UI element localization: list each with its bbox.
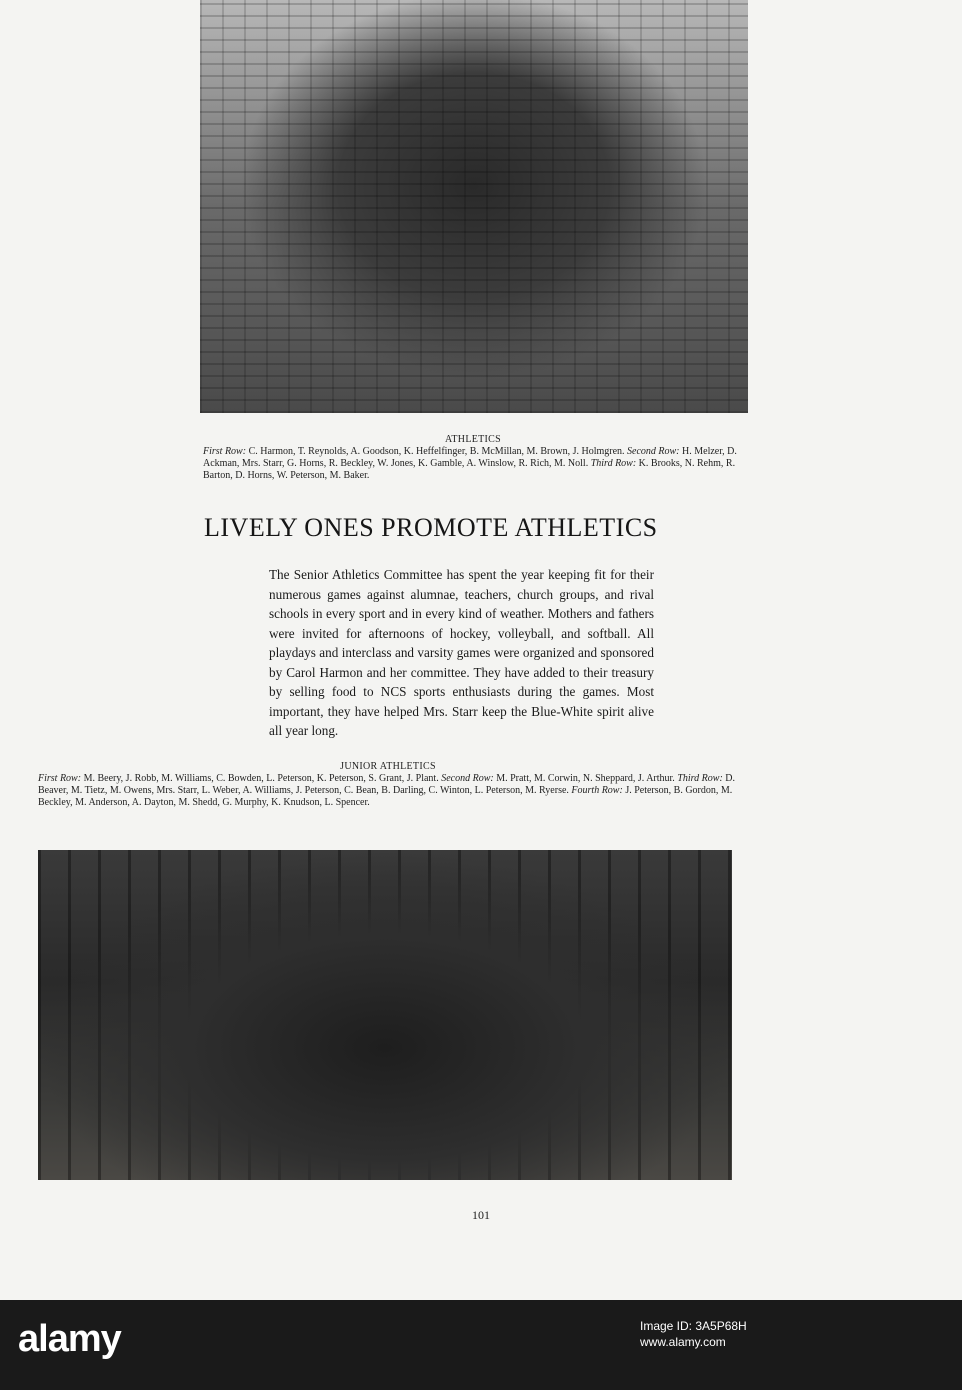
watermark-image-id: Image ID: 3A5P68H — [640, 1319, 747, 1333]
second-row-names: H. Melzer, D. Ackman, Mrs. Starr, G. Horns, R. Beckley, W. Jones, K. Gamble, A. Winslow, R. Rich, M. Noll. — [203, 446, 737, 469]
junior-third-row-names: D. Beaver, M. Tietz, M. Owens, Mrs. Starr, L. Weber, A. Williams, J. Peterson, C. Bean, B. Darling, C. Winton, L. Peterson, M. Ryerse. — [38, 773, 736, 796]
junior-first-row-label: First Row: — [38, 773, 82, 784]
junior-athletics-caption — [38, 761, 738, 809]
watermark-info — [640, 1318, 940, 1350]
athletics-caption — [203, 434, 743, 482]
athletics-caption-title: ATHLETICS — [444, 434, 502, 445]
third-row-names: K. Brooks, N. Rehm, R. Barton, D. Horns, W. Peterson, M. Baker. — [203, 458, 736, 481]
athletics-group-photo — [200, 0, 748, 413]
junior-athletics-group-photo — [38, 850, 732, 1180]
junior-second-row-names: M. Pratt, M. Corwin, N. Sheppard, J. Arthur. — [493, 773, 678, 784]
second-row-label: Second Row: — [627, 446, 680, 457]
junior-second-row-label: Second Row: — [441, 773, 494, 784]
watermark-logo: alamy — [18, 1318, 121, 1360]
page-headline: LIVELY ONES PROMOTE ATHLETICS — [204, 513, 658, 542]
junior-third-row-label: Third Row: — [677, 773, 723, 784]
junior-fourth-row-label: Fourth Row: — [571, 785, 623, 796]
first-row-label: First Row: — [203, 446, 247, 457]
junior-caption-title: JUNIOR ATHLETICS — [340, 761, 436, 772]
page-number: 101 — [472, 1208, 490, 1222]
junior-first-row-names: M. Beery, J. Robb, M. Williams, C. Bowden, L. Peterson, K. Peterson, S. Grant, J. Plant. — [81, 773, 442, 784]
watermark-url: www.alamy.com — [640, 1335, 726, 1349]
junior-fourth-row-names: J. Peterson, B. Gordon, M. Beckley, M. Anderson, A. Dayton, M. Shedd, G. Murphy, K. Knudson, L. Spencer. — [38, 785, 733, 808]
third-row-label: Third Row: — [590, 458, 637, 469]
article-body: The Senior Athletics Committee has spent the year keeping fit for their numerous games against alumnae, teachers, church groups, and rival schools in every sport and in every kind of weather. Mothers and fathers were invited for afternoons of hockey, volleyball, and softball. All playdays and interclass and varsity games were organized and sponsored by Carol Harmon and her committee. They have added to their treasury by selling food to NCS sports enthusiasts during the games. Most important, they have helped Mrs. Starr keep the Blue-White spirit alive all year long. — [269, 567, 654, 738]
first-row-names: C. Harmon, T. Reynolds, A. Goodson, K. Heffelfinger, B. McMillan, M. Brown, J. Holmgren. — [246, 446, 628, 457]
